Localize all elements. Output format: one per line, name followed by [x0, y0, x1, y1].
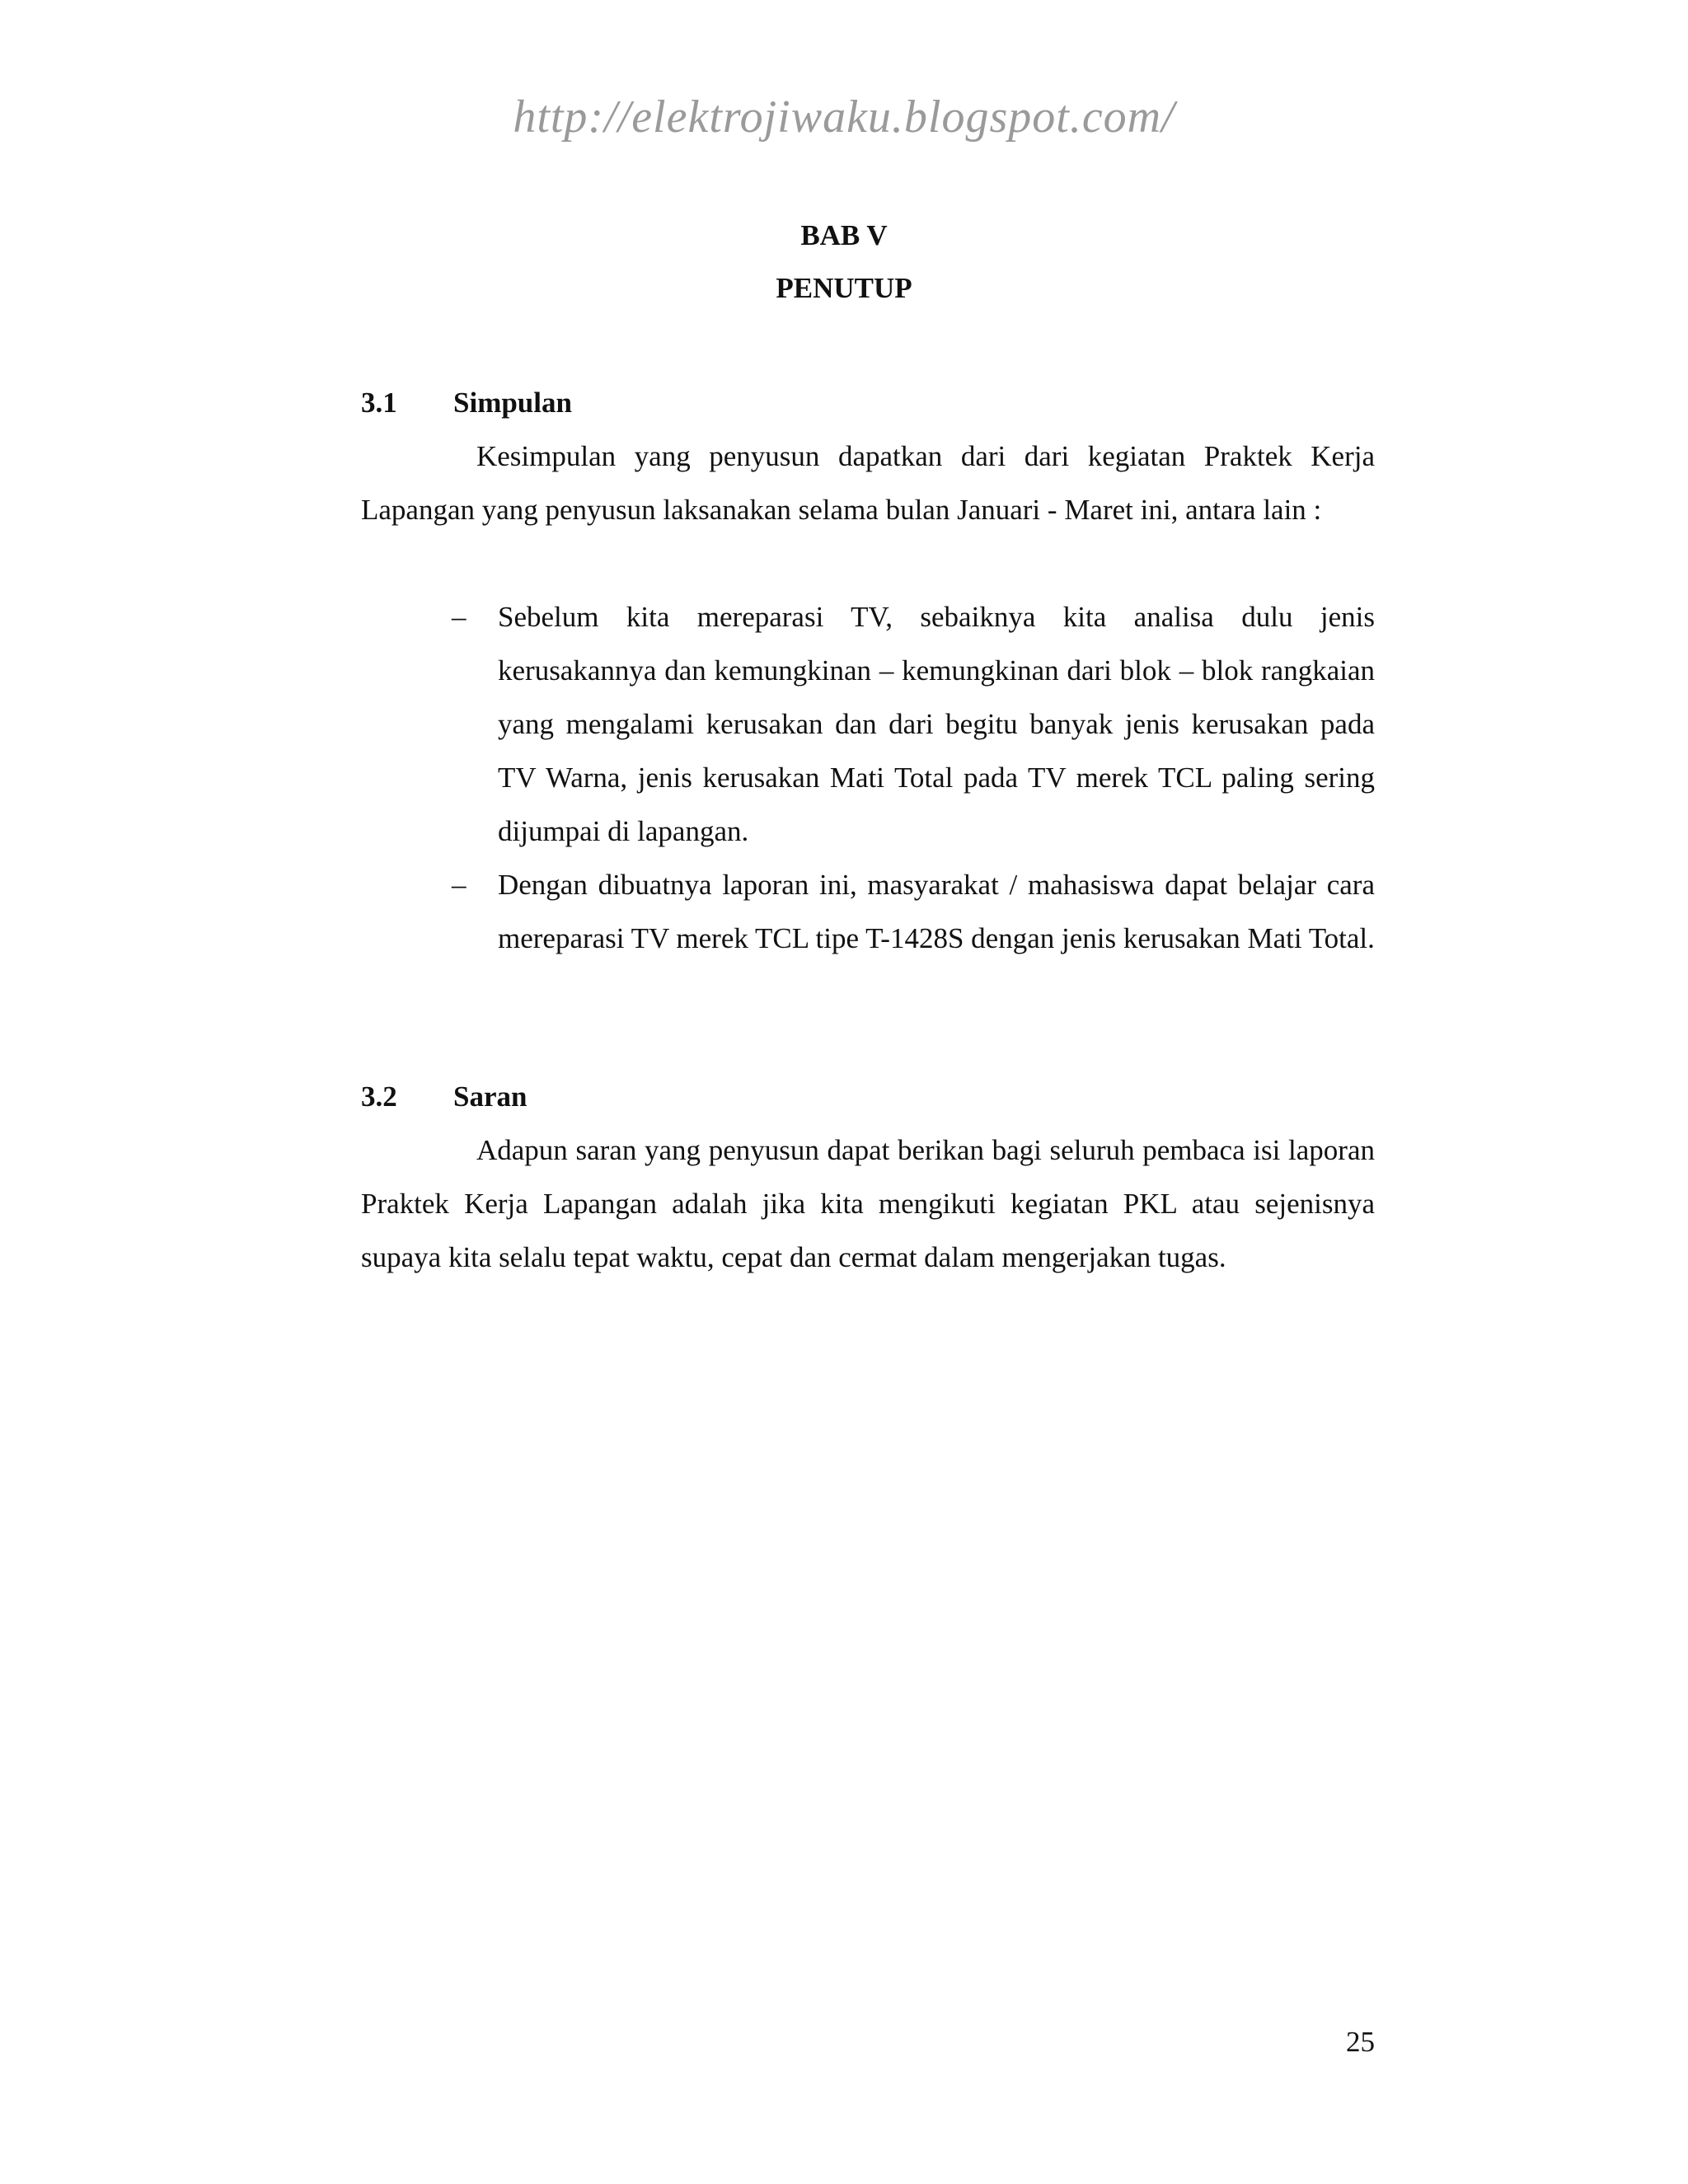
page-number: 25 [1346, 2026, 1375, 2058]
list-item-text: Dengan dibuatnya laporan ini, masyarakat / mahasiswa dapat belajar cara mereparasi TV merek TCL tipe T-1428S dengan jenis kerusakan Mati Total. [498, 869, 1375, 954]
chapter-title: PENUTUP [776, 272, 912, 304]
section-body-saran [361, 1123, 1375, 1284]
section-heading-simpulan [361, 376, 572, 429]
watermark-url: http://elektrojiwaku.blogspot.com/ [513, 91, 1175, 143]
section-number: 3.1 [361, 387, 397, 419]
paragraph: Kesimpulan yang penyusun dapatkan dari dari kegiatan Praktek Kerja Lapangan yang penyusun laksanakan selama bulan Januari - Maret ini, antara lain : [361, 440, 1375, 526]
dash-bullet: – [452, 869, 467, 901]
section-title: Saran [453, 1080, 528, 1113]
chapter-label: BAB V [800, 219, 888, 251]
conclusion-list [452, 590, 1375, 965]
section-body-simpulan [361, 429, 1375, 537]
paragraph: Adapun saran yang penyusun dapat berikan bagi seluruh pembaca isi laporan Praktek Kerja Lapangan adalah jika kita mengikuti kegiatan PKL atau sejenisnya supaya kita selalu tepat waktu, cepat dan cermat dalam mengerjakan tugas. [361, 1134, 1375, 1273]
dash-bullet: – [452, 601, 467, 633]
section-title: Simpulan [453, 387, 572, 419]
section-heading-saran [361, 1070, 527, 1123]
section-number: 3.2 [361, 1080, 397, 1113]
list-item-text: Sebelum kita mereparasi TV, sebaiknya kita analisa dulu jenis kerusakannya dan kemungkinan – kemungkinan dari blok – blok rangkaian yang mengalami kerusakan dan dari begitu banyak jenis kerusakan pada TV Warna, jenis kerusakan Mati Total pada TV merek TCL paling sering dijumpai di lapangan. [498, 601, 1375, 847]
list-item [452, 858, 1375, 965]
list-item [452, 590, 1375, 858]
